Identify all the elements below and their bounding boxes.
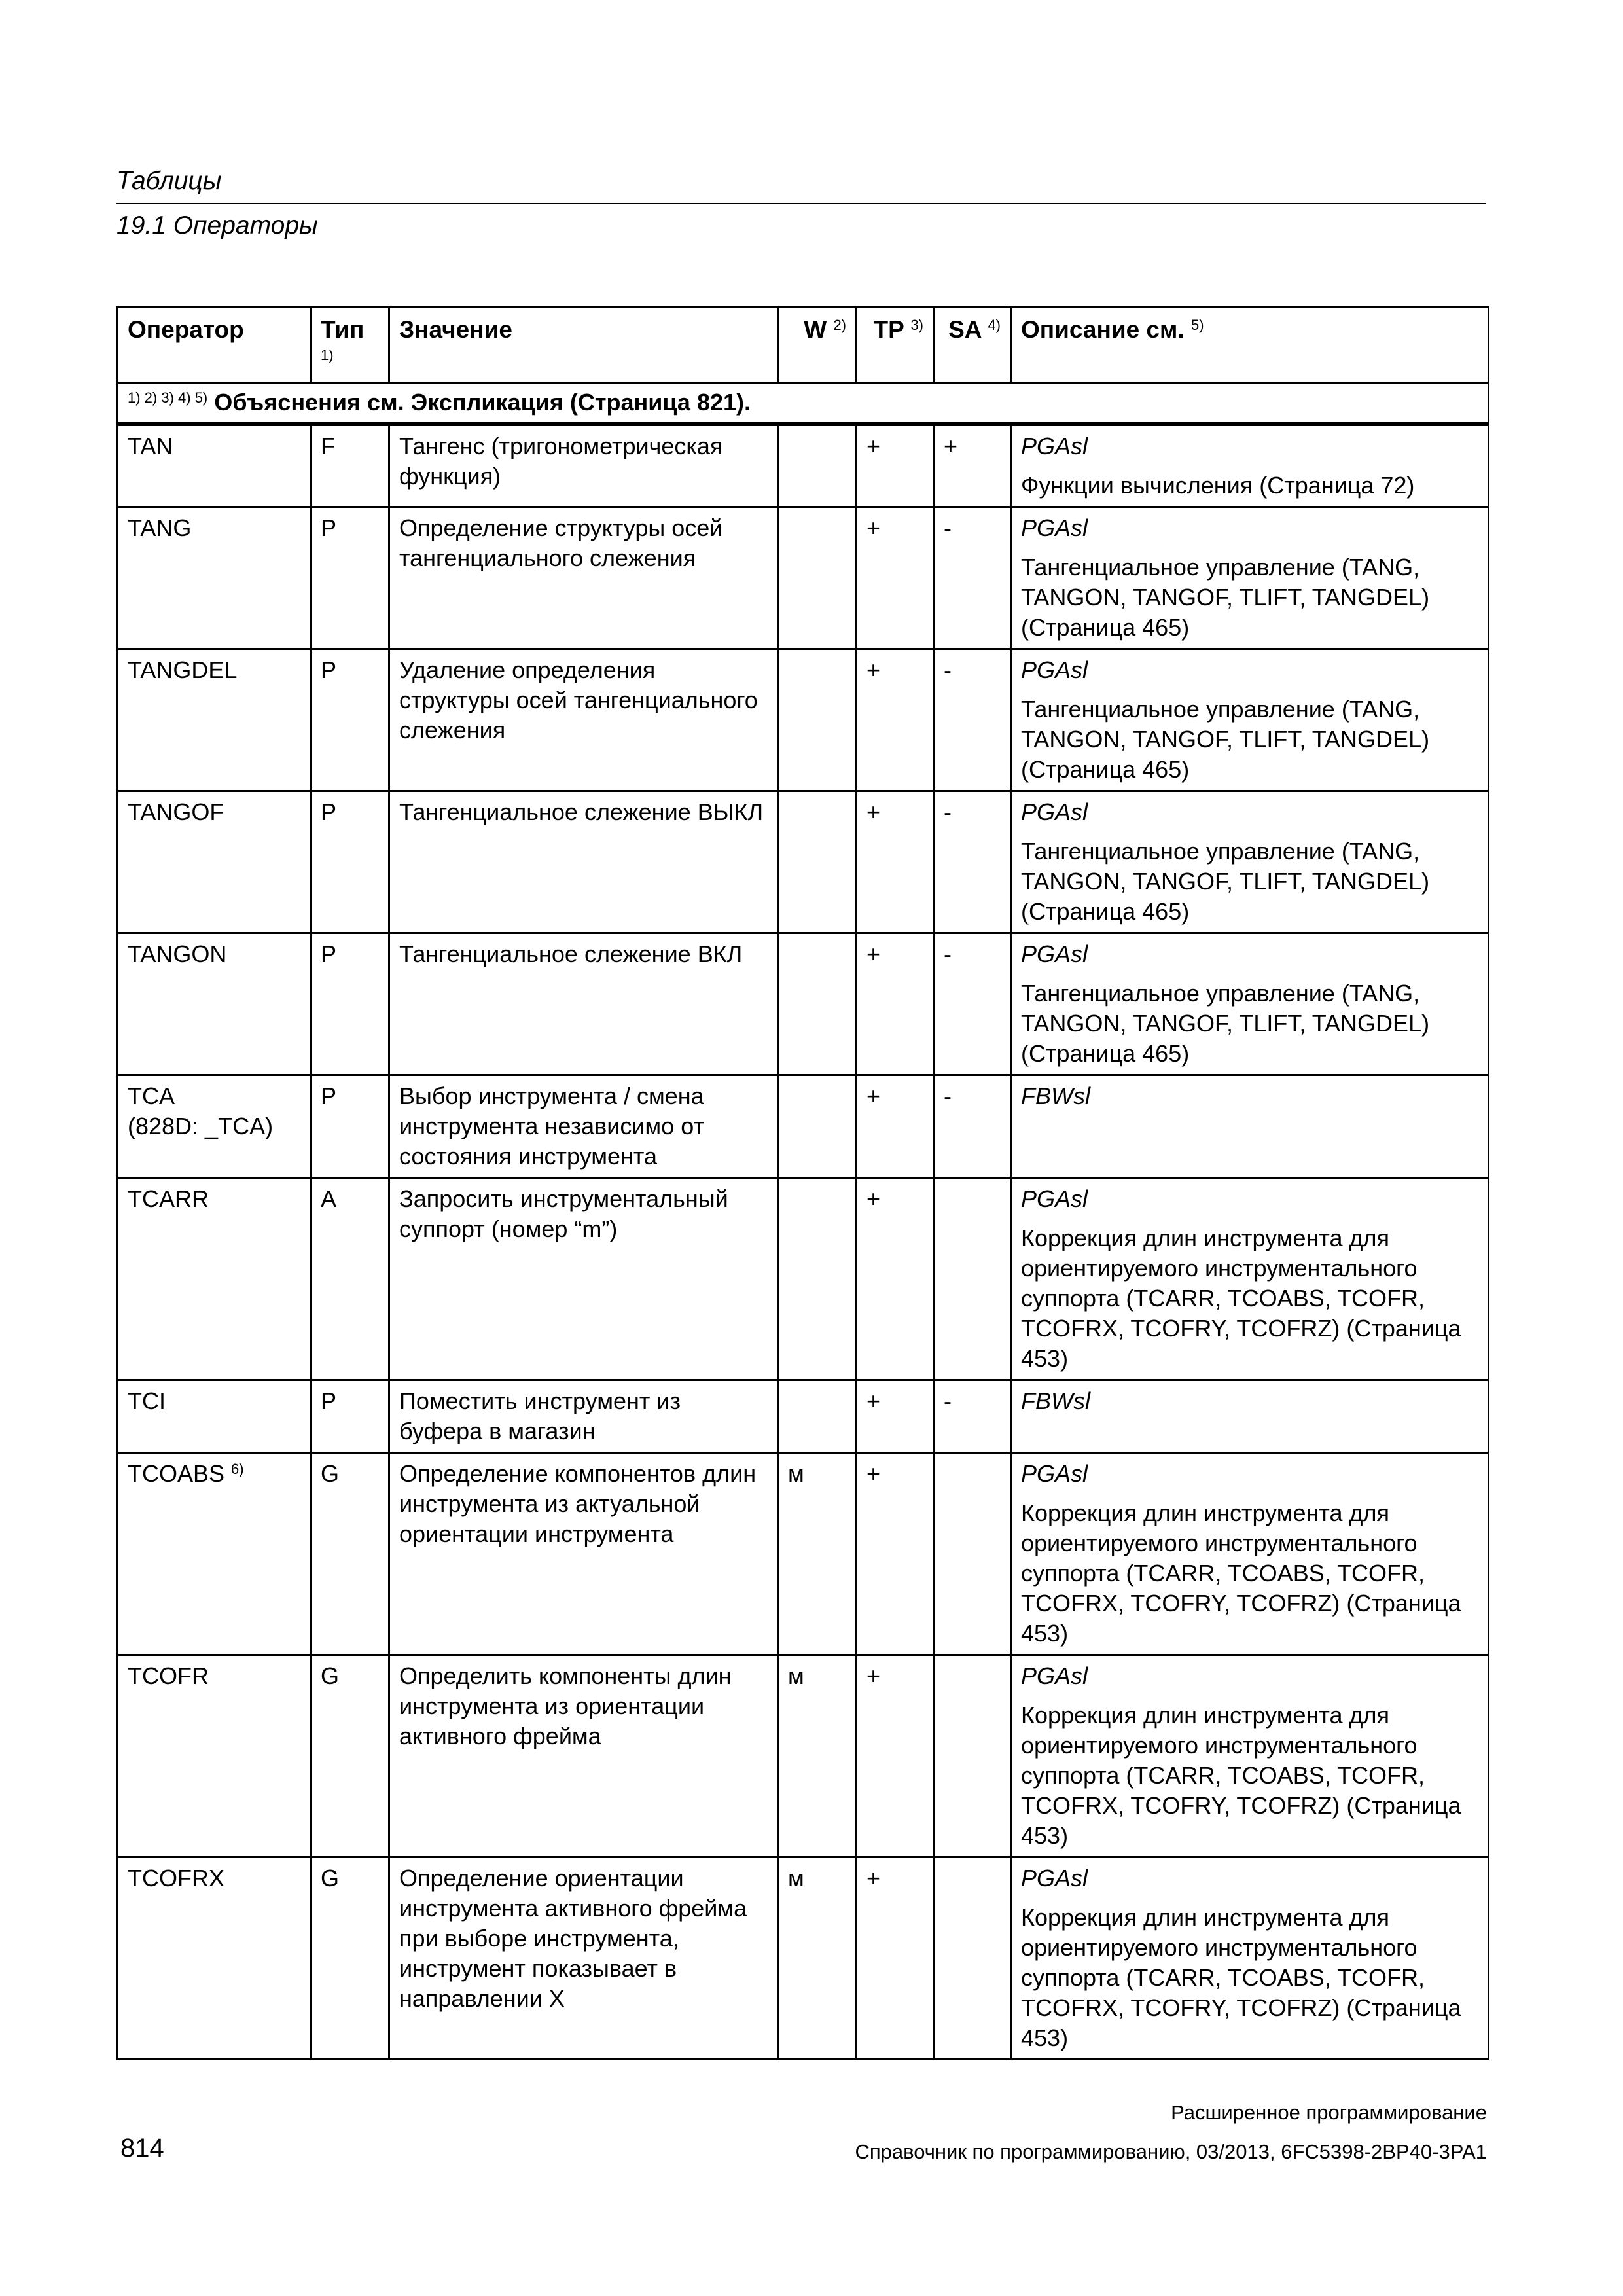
cell-description	[1011, 1075, 1489, 1178]
cell-sa: -	[934, 933, 1011, 1075]
cell-w: м	[778, 1857, 857, 2060]
table-row	[118, 1380, 1489, 1453]
table-row	[118, 1655, 1489, 1857]
col-meaning: Значение	[389, 308, 778, 383]
cell-type: P	[311, 1380, 389, 1453]
cell-operator	[118, 1453, 311, 1655]
cell-tp: +	[857, 1178, 934, 1380]
cell-sa	[934, 1453, 1011, 1655]
cell-sa	[934, 1178, 1011, 1380]
cell-type: G	[311, 1655, 389, 1857]
cell-meaning: Определение ориентации инструмента активного фрейма при выборе инструмента, инструмент показывает в направлении X	[389, 1857, 778, 2060]
cell-type: P	[311, 1075, 389, 1178]
explanation-row	[118, 383, 1489, 424]
reference-code: PGAsl	[1021, 433, 1088, 459]
col-operator: Оператор	[118, 308, 311, 383]
operator-name: TCOFRX	[128, 1865, 224, 1892]
cell-w	[778, 1075, 857, 1178]
cell-sa	[934, 1655, 1011, 1857]
operator-name: TCOABS	[128, 1460, 225, 1487]
cell-type: P	[311, 649, 389, 791]
reference-code: PGAsl	[1021, 1865, 1088, 1892]
cell-tp: +	[857, 933, 934, 1075]
explanation-text: Объяснения см. Экспликация (Страница 821).	[214, 389, 751, 416]
cell-operator	[118, 791, 311, 933]
reference-code: PGAsl	[1021, 798, 1088, 825]
cell-operator	[118, 933, 311, 1075]
cell-type: F	[311, 424, 389, 507]
cell-tp: +	[857, 507, 934, 649]
cell-operator	[118, 1178, 311, 1380]
description-link[interactable]: Коррекция длин инструмента для ориентируемого инструментального суппорта (TCARR, TCOABS, TCOFR, TCOFRX, TCOFRY, TCOFRZ) (Страница 453)	[1021, 1904, 1461, 2051]
operator-name: TCARR	[128, 1185, 209, 1212]
cell-description	[1011, 1178, 1489, 1380]
cell-description	[1011, 507, 1489, 649]
cell-tp: +	[857, 1655, 934, 1857]
table-row	[118, 933, 1489, 1075]
cell-type: G	[311, 1857, 389, 2060]
operator-name: TANGON	[128, 941, 227, 967]
cell-sa: -	[934, 507, 1011, 649]
cell-meaning: Поместить инструмент из буфера в магазин	[389, 1380, 778, 1453]
table-row	[118, 1857, 1489, 2060]
chapter-title: Таблицы	[116, 167, 222, 195]
reference-code: PGAsl	[1021, 1460, 1088, 1487]
cell-description	[1011, 649, 1489, 791]
cell-meaning: Запросить инструментальный суппорт (номер “m”)	[389, 1178, 778, 1380]
cell-operator	[118, 507, 311, 649]
cell-operator	[118, 1655, 311, 1857]
cell-tp: +	[857, 1380, 934, 1453]
cell-type: G	[311, 1453, 389, 1655]
table-body	[118, 424, 1489, 2060]
cell-meaning: Тангенс (тригонометрическая функция)	[389, 424, 778, 507]
table-row	[118, 1075, 1489, 1178]
cell-meaning: Удаление определения структуры осей тангенциального слежения	[389, 649, 778, 791]
cell-description	[1011, 424, 1489, 507]
cell-operator	[118, 1380, 311, 1453]
operator-name: TCOFR	[128, 1662, 209, 1689]
cell-meaning: Тангенциальное слежение ВЫКЛ	[389, 791, 778, 933]
footer-edition: Справочник по программированию, 03/2013, 6FC5398-2BP40-3PA1	[855, 2140, 1487, 2163]
cell-tp: +	[857, 424, 934, 507]
cell-description	[1011, 1857, 1489, 2060]
reference-code: PGAsl	[1021, 656, 1088, 683]
description-link[interactable]: Функции вычисления (Страница 72)	[1021, 472, 1415, 499]
cell-type: P	[311, 933, 389, 1075]
operator-name: TANGDEL	[128, 656, 238, 683]
reference-code: PGAsl	[1021, 514, 1088, 541]
cell-description	[1011, 1380, 1489, 1453]
operator-name: TCA (828D: _TCA)	[128, 1083, 274, 1139]
cell-description	[1011, 933, 1489, 1075]
table-row	[118, 1453, 1489, 1655]
cell-sa	[934, 1857, 1011, 2060]
description-link[interactable]: Тангенциальное управление (TANG, TANGON, TANGOF, TLIFT, TANGDEL) (Страница 465)	[1021, 838, 1430, 925]
reference-code: FBWsl	[1021, 1083, 1090, 1109]
col-desc: Описание см. $^{5)}$	[1011, 308, 1489, 383]
section-title: 19.1 Операторы	[116, 211, 318, 240]
operators-table	[116, 306, 1489, 2060]
cell-operator	[118, 1857, 311, 2060]
cell-tp: +	[857, 1453, 934, 1655]
col-w: W $^{2)}$	[778, 308, 857, 383]
col-sa: SA $^{4)}$	[934, 308, 1011, 383]
description-link[interactable]: Коррекция длин инструмента для ориентируемого инструментального суппорта (TCARR, TCOABS, TCOFR, TCOFRX, TCOFRY, TCOFRZ) (Страница 453)	[1021, 1499, 1461, 1647]
cell-tp: +	[857, 1075, 934, 1178]
cell-operator	[118, 424, 311, 507]
operator-name: TANGOF	[128, 798, 224, 825]
operator-name: TCI	[128, 1388, 166, 1414]
header-rule	[116, 203, 1486, 204]
table-row	[118, 791, 1489, 933]
cell-w: м	[778, 1453, 857, 1655]
cell-w	[778, 424, 857, 507]
description-link[interactable]: Коррекция длин инструмента для ориентируемого инструментального суппорта (TCARR, TCOABS, TCOFR, TCOFRX, TCOFRY, TCOFRZ) (Страница 453)	[1021, 1225, 1461, 1372]
reference-code: FBWsl	[1021, 1388, 1090, 1414]
table-row	[118, 507, 1489, 649]
page-number: 814	[120, 2134, 164, 2162]
page-header	[116, 164, 1486, 243]
cell-meaning: Выбор инструмента / смена инструмента независимо от состояния инструмента	[389, 1075, 778, 1178]
cell-sa: -	[934, 1380, 1011, 1453]
col-tp: TP $^{3)}$	[857, 308, 934, 383]
table-row	[118, 1178, 1489, 1380]
footer-book-title: Расширенное программирование	[1171, 2101, 1487, 2124]
description-link[interactable]: Тангенциальное управление (TANG, TANGON, TANGOF, TLIFT, TANGDEL) (Страница 465)	[1021, 696, 1430, 783]
operator-name: TAN	[128, 433, 173, 459]
cell-w: м	[778, 1655, 857, 1857]
cell-type: P	[311, 507, 389, 649]
description-link[interactable]: Тангенциальное управление (TANG, TANGON, TANGOF, TLIFT, TANGDEL) (Страница 465)	[1021, 554, 1430, 641]
cell-description	[1011, 791, 1489, 933]
table-row	[118, 424, 1489, 507]
cell-description	[1011, 1655, 1489, 1857]
reference-code: PGAsl	[1021, 1662, 1088, 1689]
table-row	[118, 649, 1489, 791]
description-link[interactable]: Тангенциальное управление (TANG, TANGON, TANGOF, TLIFT, TANGDEL) (Страница 465)	[1021, 980, 1430, 1067]
cell-w	[778, 1178, 857, 1380]
cell-type: A	[311, 1178, 389, 1380]
cell-meaning: Определение структуры осей тангенциального слежения	[389, 507, 778, 649]
cell-operator	[118, 649, 311, 791]
cell-meaning: Определение компонентов длин инструмента из актуальной ориентации инструмента	[389, 1453, 778, 1655]
cell-w	[778, 933, 857, 1075]
cell-tp: +	[857, 1857, 934, 2060]
cell-w	[778, 1380, 857, 1453]
reference-code: PGAsl	[1021, 941, 1088, 967]
cell-meaning: Определить компоненты длин инструмента из ориентации активного фрейма	[389, 1655, 778, 1857]
explanation-notes: 1) 2) 3) 4) 5)	[128, 389, 208, 406]
cell-sa: +	[934, 424, 1011, 507]
cell-operator	[118, 1075, 311, 1178]
cell-w	[778, 791, 857, 933]
col-type: Тип $^{1)}$	[311, 308, 389, 383]
cell-sa: -	[934, 1075, 1011, 1178]
cell-sa: -	[934, 649, 1011, 791]
cell-description	[1011, 1453, 1489, 1655]
cell-sa: -	[934, 791, 1011, 933]
operator-name: TANG	[128, 514, 192, 541]
table-header-row	[118, 308, 1489, 383]
operator-footnote: 6)	[231, 1461, 244, 1477]
description-link[interactable]: Коррекция длин инструмента для ориентируемого инструментального суппорта (TCARR, TCOABS, TCOFR, TCOFRX, TCOFRY, TCOFRZ) (Страница 453)	[1021, 1702, 1461, 1849]
cell-tp: +	[857, 649, 934, 791]
cell-w	[778, 649, 857, 791]
cell-meaning: Тангенциальное слежение ВКЛ	[389, 933, 778, 1075]
reference-code: PGAsl	[1021, 1185, 1088, 1212]
cell-type: P	[311, 791, 389, 933]
cell-w	[778, 507, 857, 649]
cell-tp: +	[857, 791, 934, 933]
